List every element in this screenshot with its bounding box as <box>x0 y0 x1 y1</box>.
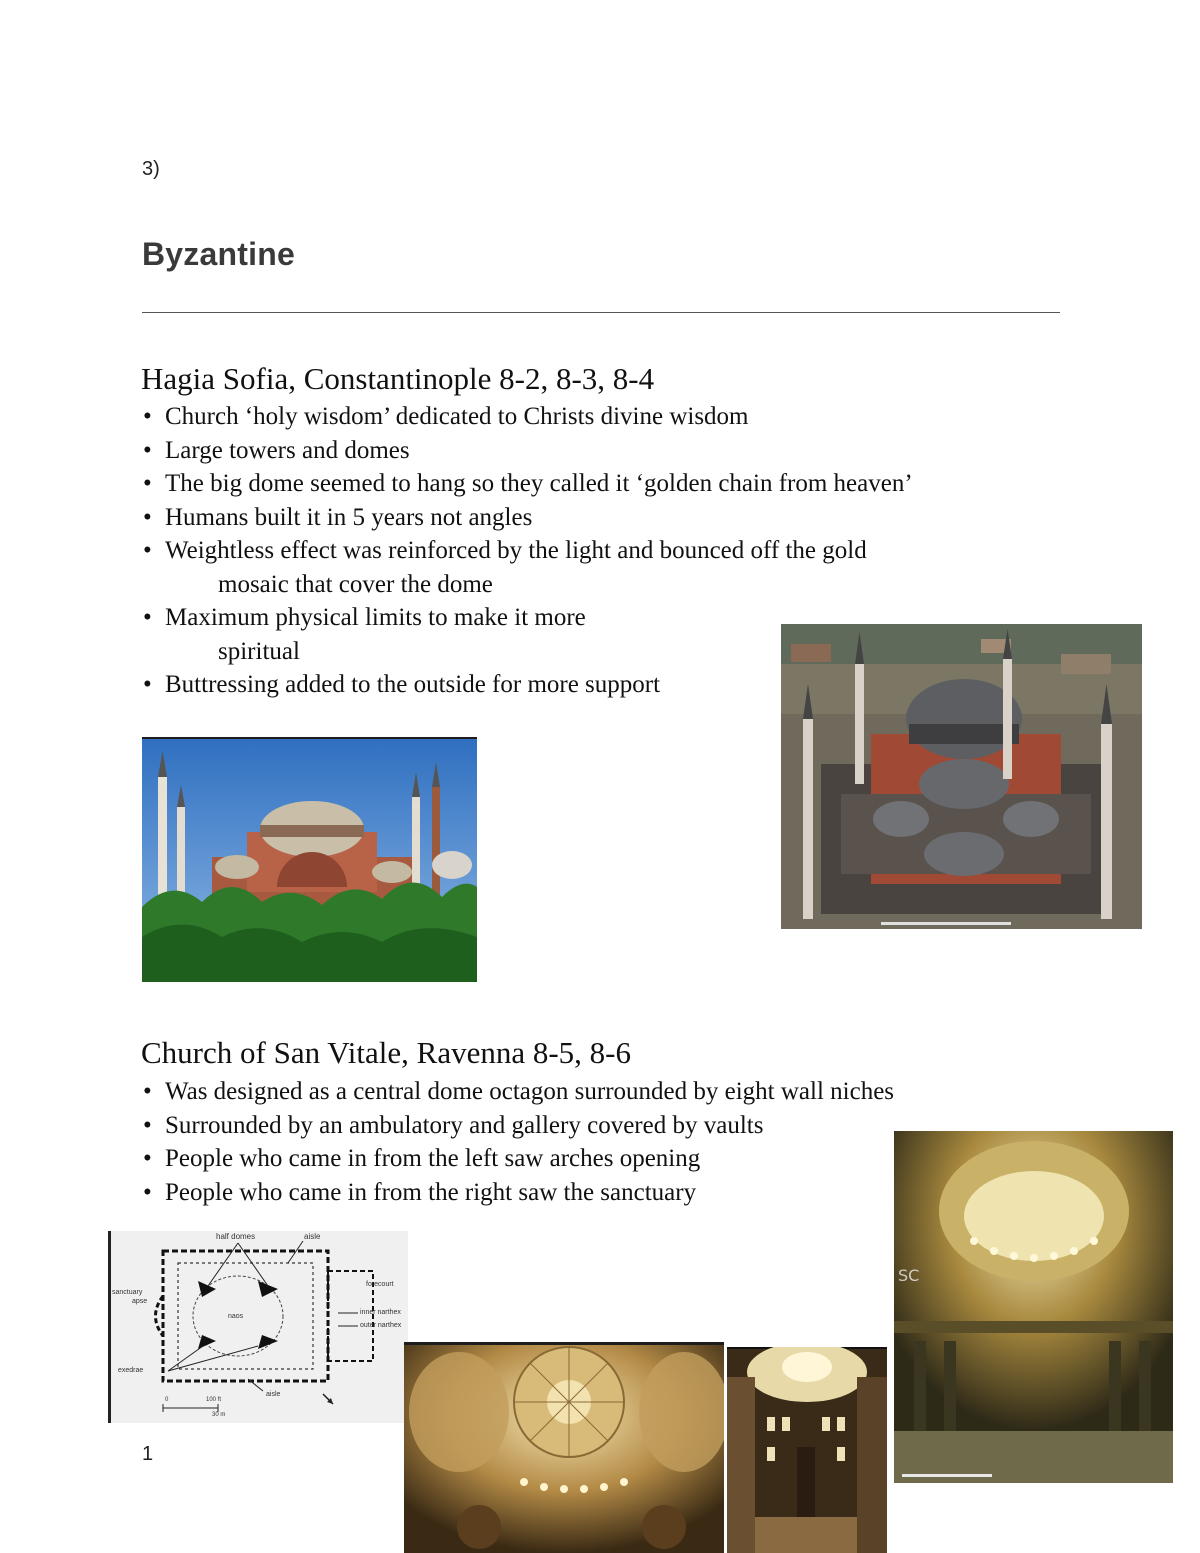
bullet-item: • The big dome seemed to hang so they called it ‘golden chain from heaven’ <box>143 467 913 501</box>
bullet-item: • Was designed as a central dome octagon surrounded by eight wall niches <box>143 1075 894 1109</box>
hagia-sophia-interior-photo <box>894 1131 1173 1483</box>
page-number: 1 <box>142 1443 154 1465</box>
plan-label-naos: naos <box>228 1313 244 1320</box>
section-number: 3) <box>142 158 160 180</box>
bullet-continuation: mosaic that cover the dome <box>218 570 493 598</box>
plan-scale-meters: 30 m <box>212 1412 226 1418</box>
plan-label-aisle-bottom: aisle <box>266 1391 281 1398</box>
nave-interior-photo <box>727 1347 887 1553</box>
san-vitale-floor-plan <box>108 1231 408 1423</box>
bullet-item: • Surrounded by an ambulatory and gallery covered by vaults <box>143 1109 894 1143</box>
bullet-item: • Large towers and domes <box>143 434 913 468</box>
bullet-item: • Weightless effect was reinforced by the light and bounced off the gold mosaic that cover the dome <box>143 534 913 601</box>
svg-text:SC: SC <box>898 1266 920 1285</box>
bullet-item: • Buttressing added to the outside for more support <box>143 668 913 702</box>
plan-label-apse: apse <box>132 1298 148 1305</box>
plan-label-forecourt: forecourt <box>366 1281 394 1288</box>
san-vitale-bullet-list <box>143 1075 894 1209</box>
bullet-item: • Maximum physical limits to make it more spiritual <box>143 601 913 668</box>
plan-label-aisle: aisle <box>304 1232 321 1241</box>
bullet-continuation: spiritual <box>218 637 300 665</box>
section-title-san-vitale: Church of San Vitale, Ravenna 8-5, 8-6 <box>141 1035 632 1070</box>
plan-label-sanctuary: sanctuary <box>112 1289 143 1296</box>
section-title-hagia-sofia: Hagia Sofia, Constantinople 8-2, 8-3, 8-4 <box>141 361 655 396</box>
dome-interior-photo <box>404 1342 724 1553</box>
plan-label-inner-narthex: inner narthex <box>360 1309 401 1316</box>
plan-label-half-domes: half domes <box>216 1232 256 1241</box>
heading-divider <box>142 312 1060 313</box>
plan-scale-feet: 100 ft <box>206 1397 222 1403</box>
bullet-item: • People who came in from the right saw the sanctuary <box>143 1176 894 1210</box>
hagia-sophia-aerial-photo <box>781 624 1142 929</box>
bullet-item: • Church ‘holy wisdom’ dedicated to Christs divine wisdom <box>143 400 913 434</box>
plan-label-exedrae: exedrae <box>118 1367 144 1374</box>
plan-label-outer-narthex: outer narthex <box>360 1322 402 1329</box>
bullet-item: • Humans built it in 5 years not angles <box>143 501 913 535</box>
plan-scale-zero: 0 <box>165 1397 169 1403</box>
bullet-item: • People who came in from the left saw arches opening <box>143 1142 894 1176</box>
page-heading: Byzantine <box>142 236 295 272</box>
hagia-sophia-exterior-photo <box>142 737 477 982</box>
